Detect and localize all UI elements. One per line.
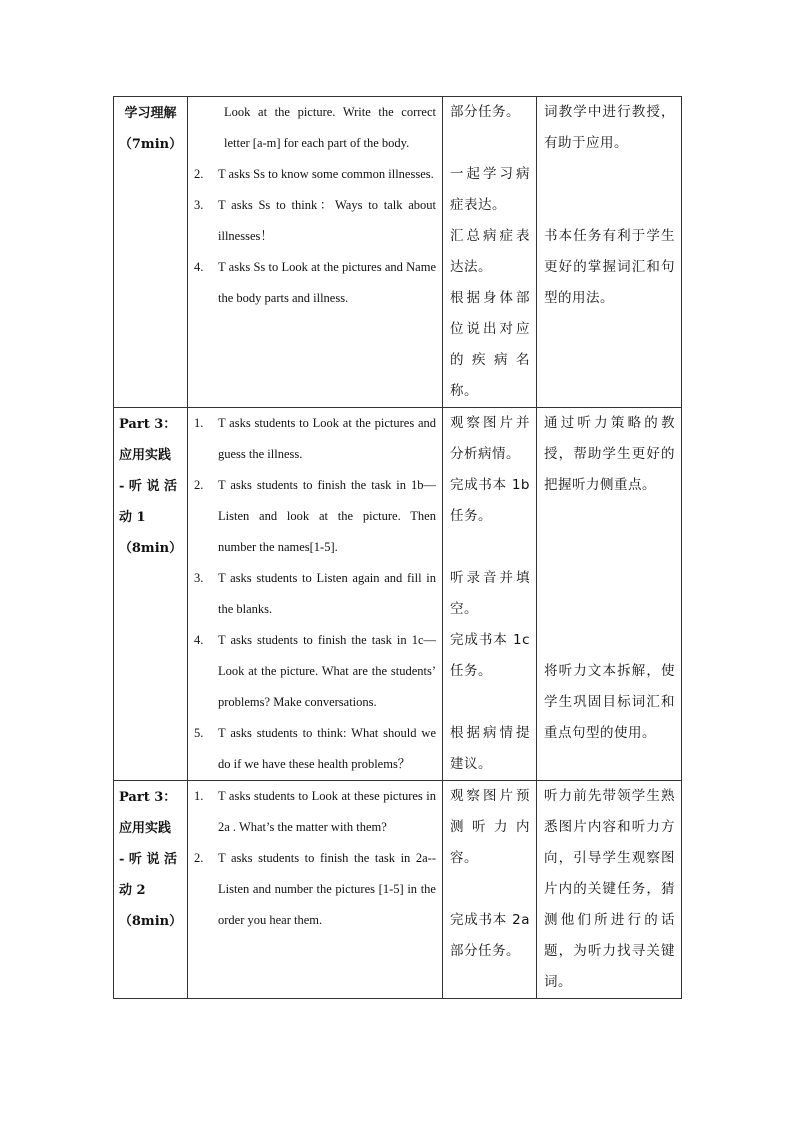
stage-label: 应用实践 <box>119 821 172 836</box>
table-row <box>114 408 682 781</box>
student-activity-cell <box>443 408 537 781</box>
stage-cell <box>114 781 188 999</box>
list-item: 1. T asks students to Look at the pictures and guess the illness. <box>194 416 436 461</box>
purpose-text: 听力前先带领学生熟悉图片内容和听力方向，引导学生观察图片内的关键任务，猜测他们所进行的话题，为听力找寻关键词。 <box>544 788 675 990</box>
stage-time: （8min） <box>118 914 183 929</box>
list-item: 3. T asks students to Listen again and fill in the blanks. <box>194 571 436 616</box>
list-item: 2. T asks students to finish the task in 2a-- Listen and number the pictures [1-5] in the order you hear them. <box>194 851 436 927</box>
stage-part: Part 3： <box>119 790 177 805</box>
teacher-activity-cell <box>188 781 443 999</box>
stage-label: - 听 说 活 <box>119 479 177 494</box>
student-text: 听录音并填空。 <box>450 570 530 617</box>
stage-label: 动 1 <box>119 510 146 525</box>
student-text: 部分任务。 <box>450 104 520 120</box>
stage-time: （7min） <box>118 137 183 152</box>
purpose-cell <box>537 97 682 408</box>
student-text: 根据身体部位说出对应的疾病名称。 <box>450 290 530 399</box>
student-activity-cell <box>443 97 537 408</box>
purpose-text: 通过听力策略的教授，帮助学生更好的把握听力侧重点。 <box>544 415 675 493</box>
teacher-activity-cell <box>188 97 443 408</box>
student-text: 完成书本 1c 任务。 <box>450 632 530 679</box>
student-text: 观察图片预测听力内容。 <box>450 788 530 866</box>
list-item: 1. T asks students to Look at these pictures in 2a . What’s the matter with them? <box>194 789 436 834</box>
stage-time: （8min） <box>118 541 183 556</box>
list-item: 2. T asks students to finish the task in 1b—Listen and look at the picture. Then number the names[1-5]. <box>194 478 436 554</box>
table-row <box>114 781 682 999</box>
student-activity-cell <box>443 781 537 999</box>
purpose-text: 书本任务有利于学生更好的掌握词汇和句型的用法。 <box>544 228 675 306</box>
table-row <box>114 97 682 408</box>
lesson-plan-table <box>113 96 682 999</box>
stage-part: Part 3： <box>119 417 177 432</box>
purpose-cell <box>537 408 682 781</box>
teacher-activity-cell <box>188 408 443 781</box>
stage-label: 动 2 <box>119 883 146 898</box>
student-text: 观察图片并分析病情。 <box>450 415 530 462</box>
student-text: 汇总病症表达法。 <box>450 228 530 275</box>
list-item: Look at the picture. Write the correct letter [a-m] for each part of the body. <box>224 105 436 150</box>
stage-cell <box>114 408 188 781</box>
stage-label: 学习理解 <box>124 106 177 121</box>
student-text: 根据病情提建议。 <box>450 725 530 772</box>
stage-label: - 听 说 活 <box>119 852 177 867</box>
purpose-text: 将听力文本拆解，使学生巩固目标词汇和重点句型的使用。 <box>544 663 675 741</box>
list-item: 2. T asks Ss to know some common illnesses. <box>194 167 434 181</box>
list-item: 3. T asks Ss to think：Ways to talk about illnesses！ <box>194 198 436 243</box>
stage-cell <box>114 97 188 408</box>
list-item: 4. T asks students to finish the task in 1c—Look at the picture. What are the students’ problems? Make conversations. <box>194 633 436 709</box>
stage-label: 应用实践 <box>119 448 172 463</box>
student-text: 完成书本 1b 任务。 <box>450 477 530 524</box>
list-item: 5. T asks students to think: What should we do if we have these health problems？ <box>194 726 436 771</box>
purpose-text: 词教学中进行教授，有助于应用。 <box>544 104 675 151</box>
student-text: 完成书本 2a 部分任务。 <box>450 912 530 959</box>
list-item: 4. T asks Ss to Look at the pictures and Name the body parts and illness. <box>194 260 436 305</box>
student-text: 一起学习病症表达。 <box>450 166 530 213</box>
purpose-cell <box>537 781 682 999</box>
